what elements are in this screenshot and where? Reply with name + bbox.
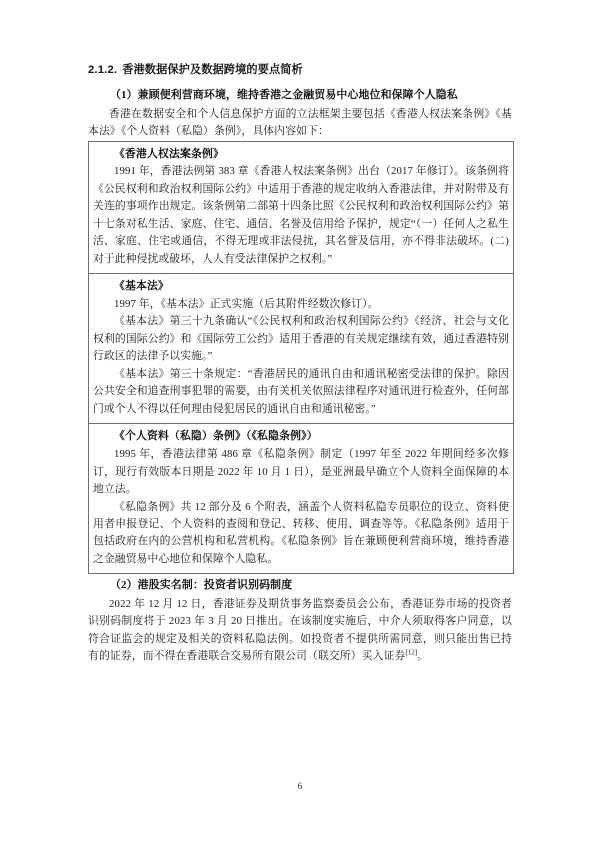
subsection-2-paragraph [88,596,512,666]
paragraph-text-before-citation: 2022 年 12 月 12 日，香港证券及期货事务监察委员会公布，香港证券市场的投资者识别码制度将于 2023 年 3 月 20 日推出。在该制度实施后，中介人须取得客户同意，以符合证监会的规定及相关的资料私隐法例。如投资者不提供所需同意，则只能出售已持有的证券，而不得在香港联合交易所有限公司（联交所）买入证券 [88,597,512,663]
cell-paragraph: 《基本法》第三十九条确认“《公民权利和政治权利国际公约》《经济、社会与文化权利的国际公约》和《国际劳工公约》适用于香港的有关规定继续有效，通过香港特别行政区的法律予以实施。” [93,315,509,363]
section-number: 2.1.2. [88,64,118,76]
table-cell-basic-law [89,274,513,423]
law-quote-table [88,141,514,575]
subsection-1-lead-paragraph: 香港在数据安全和个人信息保护方面的立法框架主要包括《香港人权法案条例》《基本法》《个人资料（私隐）条例》，具体内容如下： [88,107,512,138]
cell-paragraph: 1995 年，香港法律第 486 章《私隐条例》制定（1997 年至 2022 年期间经多次修订，现行有效版本日期是 2022 年 10 月 1 日），是亚洲最早确立个人资料全面保障的本地立法。 [93,448,509,496]
table-row [89,423,513,573]
cell-title: 《个人资料（私隐）条例》（《私隐条例》） [114,430,318,443]
table-row [89,273,513,423]
page-number: 6 [297,782,303,792]
section-title: 香港数据保护及数据跨境的要点简析 [122,64,303,76]
table-row [89,142,513,274]
subsection-1-heading: （1）兼顾便利营商环境，维持香港之金融贸易中心地位和保障个人隐私 [110,89,458,102]
cell-title: 《香港人权法案条例》 [114,147,224,160]
table-cell-pdpo [89,424,513,573]
cell-paragraph: 《基本法》第三十条规定：“香港居民的通讯自由和通讯秘密受法律的保护。除因公共安全和追查刑事犯罪的需要，由有关机关依照法律程序对通讯进行检查外，任何部门或个人不得以任何理由侵犯居民的通讯自由和通讯秘密。” [93,367,509,415]
cell-paragraph: 1997 年，《基本法》正式实施（后其附件经数次修订）。 [114,297,379,310]
cell-paragraph: 《私隐条例》共 12 部分及 6 个附表，涵盖个人资料私隐专员职位的设立、资料使用者申报登记、个人资料的查阅和登记、转移、使用、调查等等。《私隐条例》适用于包括政府在内的公营机构和私营机构。《私隐条例》旨在兼顾便利营商环境，维持香港之金融贸易中心地位和保障个人隐私。 [93,500,509,565]
citation-marker: [12] [405,648,418,657]
subsection-2-heading: （2）港股实名制：投资者识别码制度 [110,579,293,592]
section-heading [88,62,512,78]
table-cell-hk-bill-of-rights [89,142,513,274]
cell-title: 《基本法》 [114,280,169,293]
cell-paragraph: 1991 年，香港法例第 383 章《香港人权法案条例》出台（2017 年修订）。该条例将《公民权利和政治权利国际公约》中适用于香港的规定收纳入香港法律，并对附带及有关连的事项作出规定。该条例第二部第十四条比照《公民权利和政治权利国际公约》第十七条对私生活、家庭、住宅、通信、名誉及信用给予保护，规定“（一）任何人之私生活、家庭、住宅或通信，不得无理或非法侵扰，其名誉及信用，亦不得非法破坏。(二)对于此种侵扰或破坏，人人有受法律保护之权利。” [93,165,509,265]
paragraph-text-after-citation: 。 [417,650,429,663]
